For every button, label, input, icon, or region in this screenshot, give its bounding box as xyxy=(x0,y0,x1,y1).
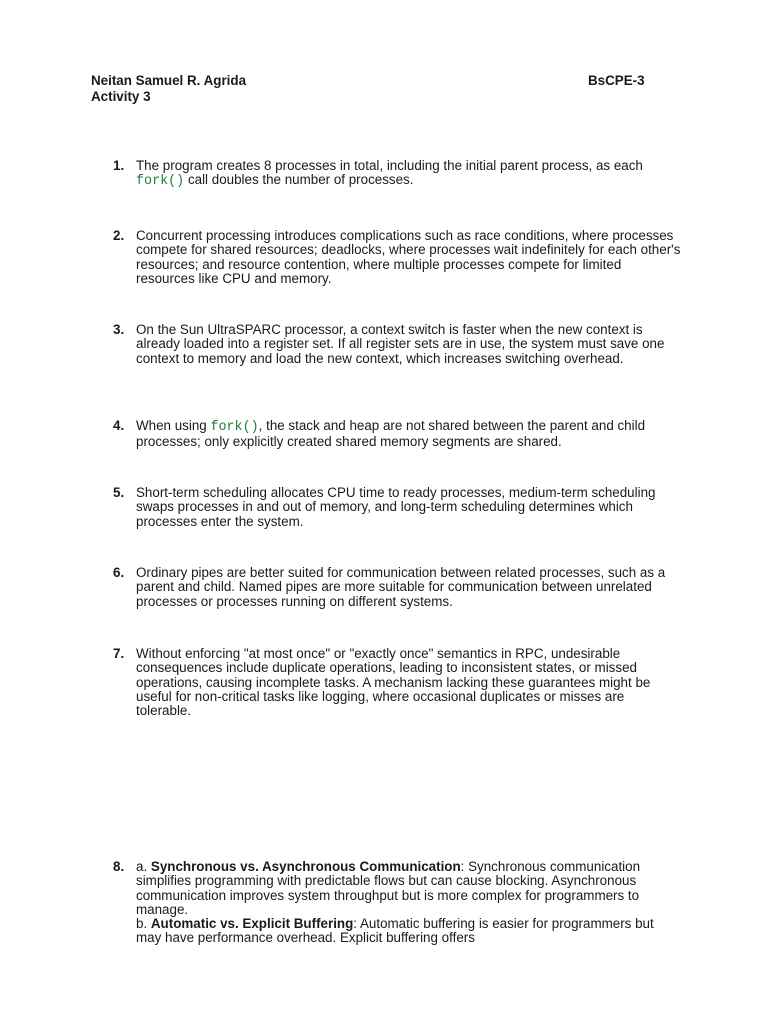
item-text: On the Sun UltraSPARC processor, a context switch is faster when the new context is already loaded into a register set. If all register sets are in use, the system must save one context to memory and load the new context, which increases switching overhead. xyxy=(136,322,665,366)
item-number: 6. xyxy=(113,565,125,580)
item-text: Ordinary pipes are better suited for communication between related processes, such as a parent and child. Named pipes are more suitable for communication between unrelated processes or processes running on different systems. xyxy=(136,565,666,609)
item-8b-title: Automatic vs. Explicit Buffering xyxy=(150,916,354,932)
item-text xyxy=(136,860,681,946)
item-text: Without enforcing "at most once" or "exactly once" semantics in RPC, undesirable consequences include duplicate operations, leading to inconsistent states, or missed operations, causing incomplete tasks. A mechanism lacking these guarantees might be useful for non-critical tasks like logging, where occasional duplicates or misses are tolerable. xyxy=(136,646,651,719)
item-text: Concurrent processing introduces complications such as race conditions, where processes compete for shared resources; deadlocks, where processes wait indefinitely for each other's resources; and resource contention, where multiple processes compete for limited resources like CPU and memory. xyxy=(136,228,681,286)
item-number: 2. xyxy=(113,228,125,243)
item-8a-title: Synchronous vs. Asynchronous Communication xyxy=(150,859,461,874)
item-text: When using fork(), the stack and heap are not shared between the parent and child processes; only explicitly created shared memory segments are shared. xyxy=(136,418,646,450)
item-number: 1. xyxy=(113,158,125,173)
section-label: BsCPE-3 xyxy=(588,73,645,88)
code-fork: fork() xyxy=(210,420,259,435)
code-fork: fork() xyxy=(136,174,185,190)
activity-title: Activity 3 xyxy=(91,89,151,104)
item-text: The program creates 8 processes in total, including the initial parent process, as each fork() call doubles the number of processes. xyxy=(136,158,643,190)
item-number: 8. xyxy=(113,859,125,874)
author-name: Neitan Samuel R. Agrida xyxy=(91,73,247,88)
item-number: 7. xyxy=(113,646,125,661)
item-number: 3. xyxy=(113,322,125,337)
item-8a: a. Synchronous vs. Asynchronous Communication: Synchronous communication simplifies programming with predictable flows but can cause blocking. Asynchronous communication improves system throughput but is more complex for programmers to manage. xyxy=(136,859,641,917)
item-8b: b. Automatic vs. Explicit Buffering: Automatic buffering is easier for programmers but may have performance overhead. Explicit buffering offers xyxy=(136,916,654,946)
item-number: 5. xyxy=(113,485,125,500)
item-number: 4. xyxy=(113,418,125,433)
item-text: Short-term scheduling allocates CPU time to ready processes, medium-term scheduling swaps processes in and out of memory, and long-term scheduling determines which processes enter the system. xyxy=(136,485,656,529)
